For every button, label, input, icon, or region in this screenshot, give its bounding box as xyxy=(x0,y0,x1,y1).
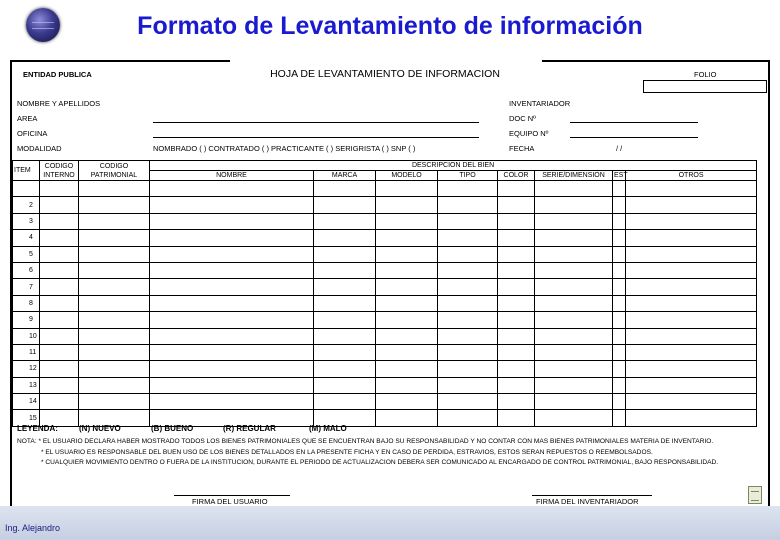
table-cell[interactable] xyxy=(376,197,438,213)
table-cell[interactable] xyxy=(613,295,626,311)
col-state: EST xyxy=(614,172,628,179)
item-number: 4 xyxy=(13,230,40,246)
table-cell[interactable] xyxy=(79,213,150,229)
legend-regular: (R) REGULAR xyxy=(223,424,276,433)
item-number xyxy=(13,181,40,197)
table-cell[interactable] xyxy=(314,295,376,311)
table-row xyxy=(13,361,757,377)
table-cell[interactable] xyxy=(535,213,613,229)
note-line-3: * CUALQUIER MOVIMIENTO DENTRO O FUERA DE LA INSTITUCION, DURANTE EL PERIODO DE ACTUALIZACION DEBERA SER COMUNICADO AL ENCARGADO DE CONTROL PATRIMONIAL, BAJO RESPONSABILIDAD. xyxy=(41,459,719,466)
table-cell[interactable] xyxy=(498,181,535,197)
table-cell[interactable] xyxy=(150,344,314,360)
table-cell[interactable] xyxy=(376,279,438,295)
table-cell[interactable] xyxy=(376,361,438,377)
table-cell[interactable] xyxy=(438,230,498,246)
table-cell[interactable] xyxy=(150,262,314,278)
item-number: 12 xyxy=(13,361,40,377)
table-cell[interactable] xyxy=(626,246,757,262)
table-cell[interactable] xyxy=(613,230,626,246)
table-cell[interactable] xyxy=(613,410,626,426)
table-cell[interactable] xyxy=(150,328,314,344)
table-cell[interactable] xyxy=(79,361,150,377)
table-cell[interactable] xyxy=(613,262,626,278)
table-cell[interactable] xyxy=(626,410,757,426)
table-cell[interactable] xyxy=(376,230,438,246)
asset-description-header: DESCRIPCION DEL BIEN xyxy=(150,161,757,171)
table-cell[interactable] xyxy=(613,213,626,229)
table-cell[interactable] xyxy=(314,394,376,410)
table-cell[interactable] xyxy=(498,328,535,344)
note-line-2: * EL USUARIO ES RESPONSABLE DEL BUEN USO DE LOS BIENES DETALLADOS EN LA PRESENTE FICHA Y EN CASO DE PERDIDA, ESTRAVIOS, ESTOS SERAN REPUESTOS O REEMBOLSADOS. xyxy=(41,449,653,456)
table-cell[interactable] xyxy=(438,377,498,393)
table-cell[interactable] xyxy=(438,246,498,262)
table-cell[interactable] xyxy=(626,295,757,311)
table-cell[interactable] xyxy=(150,361,314,377)
folio-field[interactable] xyxy=(643,80,767,93)
table-row xyxy=(13,394,757,410)
table-cell[interactable] xyxy=(535,410,613,426)
legend-new: (N) NUEVO xyxy=(79,424,121,433)
note-line-1: NOTA: * EL USUARIO DECLARA HABER MOSTRADO TODOS LOS BIENES PATRIMONIALES QUE SE ENCUENTRAN BAJO SU RESPONSABILIDAD Y NO CONTAR CON MAS BIENES PATRIMONIALES MATERIA DE INVENTARIO. xyxy=(17,438,714,445)
doc-number-field[interactable] xyxy=(570,122,698,123)
item-header: ITEM xyxy=(13,161,40,181)
table-cell[interactable] xyxy=(40,361,79,377)
item-number: 3 xyxy=(13,213,40,229)
sheet-title: HOJA DE LEVANTAMIENTO DE INFORMACION xyxy=(270,68,500,80)
table-row xyxy=(13,262,757,278)
table-cell[interactable] xyxy=(314,279,376,295)
table-row xyxy=(13,295,757,311)
date-separators: / / xyxy=(616,144,623,153)
modality-options[interactable]: NOMBRADO ( ) CONTRATADO ( ) PRACTICANTE ( ) SERIGRISTA ( ) SNP ( ) xyxy=(153,144,416,153)
table-cell[interactable] xyxy=(150,230,314,246)
table-cell[interactable] xyxy=(40,262,79,278)
col-serial: SERIE/DIMENSION xyxy=(535,171,613,181)
table-row xyxy=(13,328,757,344)
item-number: 10 xyxy=(13,328,40,344)
table-cell[interactable] xyxy=(438,361,498,377)
table-cell[interactable] xyxy=(438,262,498,278)
entity-label: ENTIDAD PUBLICA xyxy=(23,70,92,79)
table-cell[interactable] xyxy=(438,181,498,197)
table-cell[interactable] xyxy=(498,262,535,278)
table-cell[interactable] xyxy=(79,279,150,295)
table-cell[interactable] xyxy=(438,344,498,360)
table-cell[interactable] xyxy=(40,377,79,393)
table-cell[interactable] xyxy=(376,344,438,360)
table-cell[interactable] xyxy=(150,394,314,410)
table-cell[interactable] xyxy=(626,377,757,393)
table-row xyxy=(13,181,757,197)
table-cell[interactable] xyxy=(613,328,626,344)
table-cell[interactable] xyxy=(314,197,376,213)
table-cell[interactable] xyxy=(626,279,757,295)
legend-bad: (M) MALO xyxy=(309,424,347,433)
table-cell[interactable] xyxy=(40,394,79,410)
col-others: OTROS xyxy=(626,171,757,181)
table-cell[interactable] xyxy=(314,361,376,377)
inventory-signature-label: FIRMA DEL INVENTARIADOR xyxy=(536,497,639,506)
table-cell[interactable] xyxy=(150,312,314,328)
table-cell[interactable] xyxy=(498,279,535,295)
document-page-icon xyxy=(748,486,762,504)
table-cell[interactable] xyxy=(613,361,626,377)
table-cell[interactable] xyxy=(535,181,613,197)
modality-label: MODALIDAD xyxy=(17,144,62,153)
table-cell[interactable] xyxy=(150,246,314,262)
table-cell[interactable] xyxy=(314,344,376,360)
item-number: 11 xyxy=(13,344,40,360)
item-number: 7 xyxy=(13,279,40,295)
table-cell[interactable] xyxy=(79,394,150,410)
table-cell[interactable] xyxy=(613,377,626,393)
table-cell[interactable] xyxy=(613,312,626,328)
table-cell[interactable] xyxy=(626,230,757,246)
table-cell[interactable] xyxy=(150,377,314,393)
table-cell[interactable] xyxy=(314,328,376,344)
date-label: FECHA xyxy=(509,144,535,153)
item-number: 15 xyxy=(13,410,40,426)
table-cell[interactable] xyxy=(314,213,376,229)
table-cell[interactable] xyxy=(626,181,757,197)
assets-table xyxy=(12,160,757,427)
table-cell[interactable] xyxy=(438,394,498,410)
item-number: 2 xyxy=(13,197,40,213)
legend-good: (B) BUENO xyxy=(151,424,194,433)
inventory-signature-line[interactable] xyxy=(532,495,652,496)
table-cell[interactable] xyxy=(613,279,626,295)
table-cell[interactable] xyxy=(79,262,150,278)
area-field[interactable] xyxy=(153,122,479,123)
table-cell[interactable] xyxy=(40,181,79,197)
doc-number-label: DOC Nº xyxy=(509,114,536,123)
table-cell[interactable] xyxy=(40,328,79,344)
table-cell[interactable] xyxy=(40,312,79,328)
office-label: OFICINA xyxy=(17,129,48,138)
table-cell[interactable] xyxy=(498,197,535,213)
table-cell[interactable] xyxy=(626,262,757,278)
table-cell[interactable] xyxy=(150,213,314,229)
table-cell[interactable] xyxy=(498,394,535,410)
table-cell[interactable] xyxy=(613,197,626,213)
item-number: 14 xyxy=(13,394,40,410)
table-cell[interactable] xyxy=(498,213,535,229)
table-cell[interactable] xyxy=(498,377,535,393)
table-cell[interactable] xyxy=(613,246,626,262)
table-cell[interactable] xyxy=(438,410,498,426)
table-cell[interactable] xyxy=(79,181,150,197)
footer-author: Ing. Alejandro xyxy=(5,523,61,533)
table-cell[interactable] xyxy=(314,262,376,278)
table-cell[interactable] xyxy=(438,213,498,229)
table-cell[interactable] xyxy=(376,410,438,426)
table-row xyxy=(13,279,757,295)
table-row xyxy=(13,344,757,360)
table-cell[interactable] xyxy=(150,197,314,213)
item-number: 6 xyxy=(13,262,40,278)
table-cell[interactable] xyxy=(626,197,757,213)
table-row xyxy=(13,213,757,229)
table-cell[interactable] xyxy=(613,181,626,197)
table-cell[interactable] xyxy=(376,262,438,278)
table-cell[interactable] xyxy=(438,328,498,344)
table-cell[interactable] xyxy=(376,213,438,229)
table-cell[interactable] xyxy=(314,377,376,393)
table-cell[interactable] xyxy=(498,344,535,360)
table-cell[interactable] xyxy=(438,312,498,328)
table-cell[interactable] xyxy=(535,279,613,295)
table-cell[interactable] xyxy=(535,246,613,262)
table-cell[interactable] xyxy=(376,181,438,197)
table-row xyxy=(13,377,757,393)
table-cell[interactable] xyxy=(376,246,438,262)
table-cell[interactable] xyxy=(438,295,498,311)
table-cell[interactable] xyxy=(79,344,150,360)
table-cell[interactable] xyxy=(79,328,150,344)
table-row xyxy=(13,312,757,328)
folio-label: FOLIO xyxy=(694,70,717,79)
table-cell[interactable] xyxy=(626,312,757,328)
table-cell[interactable] xyxy=(79,197,150,213)
table-cell[interactable] xyxy=(376,328,438,344)
table-cell[interactable] xyxy=(498,246,535,262)
legend-label: LEYENDA: xyxy=(17,424,58,433)
table-cell[interactable] xyxy=(498,361,535,377)
table-cell[interactable] xyxy=(150,279,314,295)
patrimonial-code-header: CODIGO PATRIMONIAL xyxy=(79,161,150,181)
table-row xyxy=(13,246,757,262)
table-cell[interactable] xyxy=(376,377,438,393)
table-cell[interactable] xyxy=(438,279,498,295)
table-cell[interactable] xyxy=(40,279,79,295)
table-row xyxy=(13,410,757,426)
table-cell[interactable] xyxy=(498,295,535,311)
table-cell[interactable] xyxy=(40,295,79,311)
table-cell[interactable] xyxy=(498,312,535,328)
team-number-field[interactable] xyxy=(570,137,698,138)
table-cell[interactable] xyxy=(535,197,613,213)
col-brand: MARCA xyxy=(314,171,376,181)
table-cell[interactable] xyxy=(376,295,438,311)
table-cell[interactable] xyxy=(438,197,498,213)
office-field[interactable] xyxy=(153,137,479,138)
name-label: NOMBRE Y APELLIDOS xyxy=(17,99,101,108)
table-cell[interactable] xyxy=(535,312,613,328)
table-cell[interactable] xyxy=(314,230,376,246)
area-label: AREA xyxy=(17,114,38,123)
table-cell[interactable] xyxy=(613,394,626,410)
table-cell[interactable] xyxy=(79,230,150,246)
table-cell[interactable] xyxy=(79,246,150,262)
col-name: NOMBRE xyxy=(150,171,314,181)
table-cell[interactable] xyxy=(314,312,376,328)
table-cell[interactable] xyxy=(150,295,314,311)
inventory-form xyxy=(10,60,770,506)
table-cell[interactable] xyxy=(535,344,613,360)
table-cell[interactable] xyxy=(40,344,79,360)
table-cell[interactable] xyxy=(535,295,613,311)
table-cell[interactable] xyxy=(314,181,376,197)
table-cell[interactable] xyxy=(613,344,626,360)
table-cell[interactable] xyxy=(535,262,613,278)
item-number: 8 xyxy=(13,295,40,311)
table-cell[interactable] xyxy=(535,328,613,344)
slide-title: Formato de Levantamiento de información xyxy=(137,12,643,40)
table-cell[interactable] xyxy=(40,230,79,246)
table-cell[interactable] xyxy=(150,181,314,197)
table-cell[interactable] xyxy=(626,213,757,229)
table-cell[interactable] xyxy=(626,394,757,410)
table-cell[interactable] xyxy=(376,394,438,410)
table-cell[interactable] xyxy=(498,230,535,246)
user-signature-line[interactable] xyxy=(174,495,290,496)
table-cell[interactable] xyxy=(626,361,757,377)
table-cell[interactable] xyxy=(79,295,150,311)
table-cell[interactable] xyxy=(535,377,613,393)
item-number: 9 xyxy=(13,312,40,328)
inventory-taker-label: INVENTARIADOR xyxy=(509,99,571,108)
table-cell[interactable] xyxy=(40,246,79,262)
table-cell[interactable] xyxy=(626,344,757,360)
table-cell[interactable] xyxy=(40,213,79,229)
table-row xyxy=(13,230,757,246)
table-cell[interactable] xyxy=(376,312,438,328)
col-color: COLOR xyxy=(498,171,535,181)
item-number: 13 xyxy=(13,377,40,393)
internal-code-header: CODIGO INTERNO xyxy=(40,161,79,181)
table-cell[interactable] xyxy=(626,328,757,344)
table-cell[interactable] xyxy=(314,246,376,262)
table-cell[interactable] xyxy=(79,377,150,393)
team-number-label: EQUIPO Nº xyxy=(509,129,549,138)
table-cell[interactable] xyxy=(535,230,613,246)
table-cell[interactable] xyxy=(535,361,613,377)
table-row xyxy=(13,197,757,213)
col-model: MODELO xyxy=(376,171,438,181)
item-number: 5 xyxy=(13,246,40,262)
table-cell[interactable] xyxy=(535,394,613,410)
table-cell[interactable] xyxy=(498,410,535,426)
col-type: TIPO xyxy=(438,171,498,181)
footer-band xyxy=(0,506,780,540)
table-cell[interactable] xyxy=(79,312,150,328)
table-cell[interactable] xyxy=(40,197,79,213)
user-signature-label: FIRMA DEL USUARIO xyxy=(192,497,268,506)
